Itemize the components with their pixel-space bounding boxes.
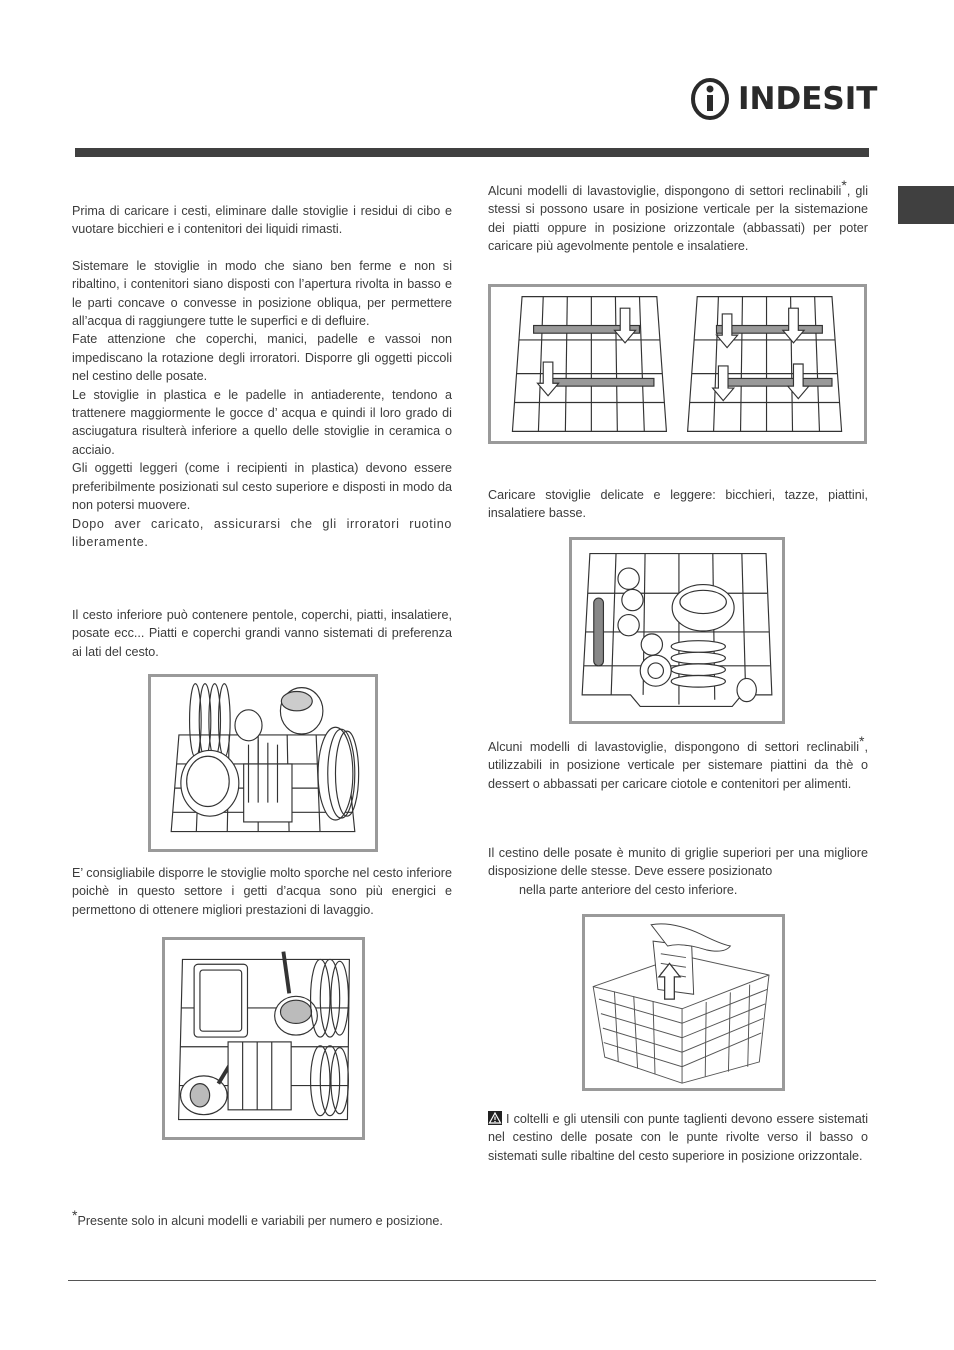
- upper-basket-reclining-illustration: [491, 287, 864, 441]
- cutlery-text-1: Il cestino delle posate è munito di griglie superiori per una migliore disposizione delle stesse. Deve essere posizionato: [488, 846, 868, 879]
- footnote: [72, 1206, 452, 1230]
- intro-paragraph-1: Prima di caricare i cesti, eliminare dalle stoviglie i residui di cibo e vuotare bicchieri e i contenitori dei liquidi rimasti.: [72, 204, 452, 237]
- upper-basket-cups-illustration: [572, 540, 782, 721]
- cutlery-basket-illustration: [585, 917, 782, 1088]
- footer-rule: [68, 1280, 876, 1281]
- figure-lower-basket-pans: [162, 937, 365, 1140]
- intro-paragraph-4: Le stoviglie in plastica e le padelle in antiaderente, tendono a trattenere maggiormente le gocce d’ acqua e quindi il loro grado di asciugatura risulterà inferiore a quello delle stoviglie in ceramica o acciaio.: [72, 387, 452, 457]
- cutlery-text-2: nella parte anteriore del cesto inferiore.: [519, 882, 738, 897]
- figure-lower-basket: [148, 674, 378, 852]
- reclining-sectors-text-2: Alcuni modelli di lavastoviglie, dispongono di settori reclinabili*, utilizzabili in posizione verticale per sistemare piattini da thè o dessert o abbassati per caricare ciotole e contenitori per alimenti.: [488, 732, 868, 791]
- upper-basket-text: Caricare stoviglie delicate e leggere: bicchieri, tazze, piattini, insalatiere basse.: [488, 488, 868, 521]
- intro-paragraph-3: Fate attenzione che coperchi, manici, padelle e vassoi non impediscano la rotazione degli irroratori. Disporre gli oggetti piccoli nel cestino delle posate.: [72, 332, 452, 384]
- figure-upper-basket-reclining: [488, 284, 867, 444]
- lower-basket-text: Il cesto inferiore può contenere pentole, coperchi, piatti, insalatiere, posate ecc... Piatti e coperchi grandi vanno sistemati di preferenza ai lati del cesto.: [72, 608, 452, 659]
- footnote-star: *: [72, 1206, 78, 1223]
- brand-wordmark: INDESIT: [738, 81, 878, 117]
- reclining-sectors-text-1: Alcuni modelli di lavastoviglie, dispongono di settori reclinabili*, gli stessi si possono usare in posizione verticale per la sistemazione dei piatti oppure in posizione orizzontale (abbassati) per poter caricare più agevolmente pentole e insalatiere.: [488, 176, 868, 254]
- figure-upper-basket-cups: [569, 537, 785, 724]
- footnote-text: Presente solo in alcuni modelli e variabili per numero e posizione.: [77, 1214, 443, 1228]
- intro-paragraph-2: Sistemare le stoviglie in modo che siano ben ferme e non si ribaltino, i contenitori siano disposti con l’apertura rivolta in basso e le parti concave o convesse in posizione obliqua, per permettere all’acqua di raggiungere tutte le superfici e di defluire.: [72, 258, 452, 329]
- side-tab: [898, 186, 954, 224]
- intro-paragraph-5: Gli oggetti leggeri (come i recipienti in plastica) devono essere preferibilmente posizionati sul cesto superiore e disposti in modo da non potersi muovere.: [72, 461, 452, 513]
- dirty-dishes-text: E’ consigliabile disporre le stoviglie molto sporche nel cesto inferiore poichè in questo settore i getti d’acqua sono più energici e permettono di ottenere migliori prestazioni di lavaggio.: [72, 866, 452, 917]
- intro-paragraph-6: Dopo aver caricato, assicurarsi che gli irroratori ruotino liberamente.: [72, 516, 452, 549]
- knives-warning-text: I coltelli e gli utensili con punte taglienti devono essere sistemati nel cestino delle posate con le punte rivolte verso il basso o sistemati sulle ribaltine del cesto superiore in posizione orizzontale.: [488, 1112, 868, 1163]
- warning-icon: [488, 1111, 502, 1125]
- figure-cutlery-basket: [582, 914, 785, 1091]
- lower-basket-illustration: [151, 677, 375, 849]
- lower-basket-pans-illustration: [165, 940, 362, 1137]
- cutlery-basket-text: [488, 844, 868, 899]
- header-bar: [75, 148, 869, 157]
- left-intro: [72, 202, 452, 551]
